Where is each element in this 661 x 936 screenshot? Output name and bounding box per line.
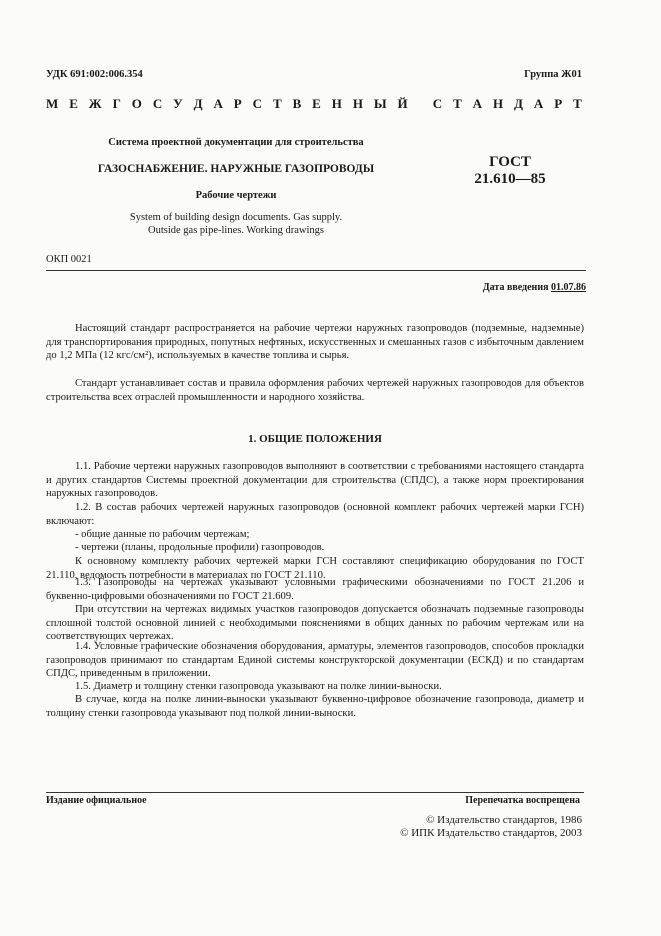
intro-date <box>483 282 586 293</box>
clause-1-2-note: К основному комплекту рабочих чертежей марки ГСН составляют спецификацию оборудования по ГОСТ 21.110, ведомость потребности в материалах по ГОСТ 21.110. <box>46 556 584 581</box>
heading-letter: Т <box>573 96 582 111</box>
heading-letter: С <box>152 96 163 111</box>
heading-letter: Р <box>554 96 563 111</box>
clause-1-3: 1.3. Газопроводы на чертежах указывают условными графическими обозначениями по ГОСТ 21.206 и буквенно-цифровыми обозначениями по ГОСТ 21.609. <box>46 577 584 602</box>
reprint-forbidden: Перепечатка воспрещена <box>465 795 580 806</box>
heading-letter: М <box>46 96 59 111</box>
heading-letter: Д <box>514 96 523 111</box>
subtitle: Рабочие чертежи <box>195 190 277 201</box>
official-edition: Издание официальное <box>46 795 147 806</box>
heading-letter: Р <box>233 96 242 111</box>
heading-letter: Ж <box>88 96 102 111</box>
gost-number: 21.610—85 <box>474 171 546 187</box>
heading-letter: С <box>432 96 443 111</box>
intro-date-value: 01.07.86 <box>551 282 586 293</box>
divider <box>46 270 586 271</box>
english-title-line-2: Outside gas pipe-lines. Working drawings <box>148 225 324 236</box>
heading-letter: Н <box>492 96 504 111</box>
clause-1-3-note: При отсутствии на чертежах видимых участков газопроводов допускается обозначать подземные газопроводы сплошной толстой основной линией с необходимыми пояснениями в общих данных по рабочим чертежам или на соответствующих чертежах. <box>46 604 584 643</box>
intro-date-label: Дата введения <box>482 282 549 293</box>
heading-letter: С <box>252 96 263 111</box>
heading-letter <box>419 96 422 112</box>
heading-letter: А <box>472 96 483 111</box>
clause-1-5: 1.5. Диаметр и толщину стенки газопровода указывают на полке линии-выноски. <box>75 681 442 692</box>
heading-letter: А <box>533 96 544 111</box>
clause-1-4: 1.4. Условные графические обозначения оборудования, арматуры, элементов газопроводов, способов прокладки газопроводов принимают по стандартам Единой системы конструкторской документации (ЕСКД) и по стандартам СПДС, приведенным в приложении. <box>46 641 584 680</box>
heading-letter: Н <box>331 96 342 111</box>
main-title: ГАЗОСНАБЖЕНИЕ. НАРУЖНЫЕ ГАЗОПРОВОДЫ <box>97 163 375 175</box>
clause-1-1: 1.1. Рабочие чертежи наружных газопроводов выполняют в соответствии с требованиями настоящего стандарта и других стандартов Системы проектной документации для строительства (СПДС), а также норм проектирования наружных газопроводов. <box>46 461 584 500</box>
clause-1-2: 1.2. В состав рабочих чертежей наружных газопроводов (основной комплект рабочих чертежей марки ГСН) включают: <box>46 502 584 527</box>
heading-letter: Й <box>397 96 408 111</box>
gost-designation <box>470 154 550 188</box>
interstate-standard-heading <box>46 96 582 112</box>
heading-letter: А <box>213 96 223 111</box>
udk-code: УДК 691:002:006.354 <box>46 69 143 80</box>
footer-divider <box>46 792 584 793</box>
clause-1-5-note: В случае, когда на полке линии-выноски указывают буквенно-цифровое обозначение газопровода, диаметр и толщину стенки газопровода указывают под полкой линии-выноски. <box>46 694 584 719</box>
group-code: Группа Ж01 <box>524 69 582 80</box>
heading-letter: О <box>131 96 142 111</box>
english-title-line-1: System of building design documents. Gas supply. <box>129 212 343 223</box>
heading-letter: У <box>173 96 183 111</box>
section-title: 1. ОБЩИЕ ПОЛОЖЕНИЯ <box>248 433 382 445</box>
heading-letter: Д <box>193 96 203 111</box>
paragraph-purpose: Стандарт устанавливает состав и правила оформления рабочих чертежей наружных газопроводов для объектов строительства всех отраслей промышленности и народного хозяйства. <box>46 378 584 403</box>
heading-letter: Е <box>69 96 78 111</box>
paragraph-scope: Настоящий стандарт распространяется на рабочие чертежи наружных газопроводов (подземные, надземные) для транспортирования природных, попутных нефтяных, искусственных и смешанных газов с избыточным давлением до 1,2 МПа (12 кгс/см²), используемых в качестве топлива и сырья. <box>46 323 584 362</box>
heading-letter: Т <box>272 96 282 111</box>
heading-letter: В <box>292 96 302 111</box>
okp-code: ОКП 0021 <box>46 254 92 265</box>
copyright-1986: © Издательство стандартов, 1986 <box>426 814 582 826</box>
copyright-2003: © ИПК Издательство стандартов, 2003 <box>400 827 582 839</box>
heading-letter: Е <box>312 96 321 111</box>
clause-1-2-item-a: - общие данные по рабочим чертежам; <box>75 529 250 540</box>
clause-1-2-item-b: - чертежи (планы, продольные профили) газопроводов. <box>75 542 325 553</box>
heading-letter: Н <box>352 96 363 111</box>
heading-letter: Т <box>453 96 462 111</box>
heading-letter: Г <box>112 96 121 111</box>
heading-letter: Ы <box>373 96 387 111</box>
system-title: Система проектной документации для строительства <box>108 137 364 148</box>
gost-label: ГОСТ <box>489 154 531 170</box>
